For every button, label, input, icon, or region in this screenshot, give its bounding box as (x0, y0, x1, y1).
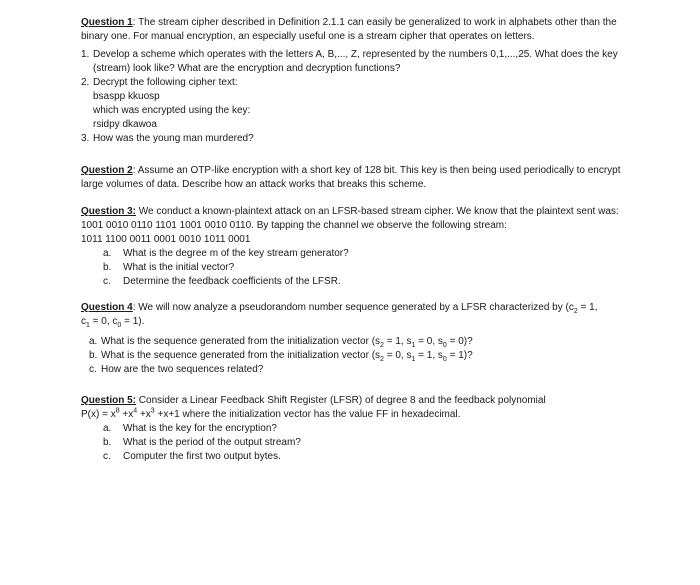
question-5-title: Question 5: (81, 395, 137, 406)
question-1 (81, 16, 641, 146)
key-intro: which was encrypted using the key: (93, 105, 251, 116)
question-1-title: Question 1 (81, 17, 133, 28)
list-item: 3. How was the young man murdered? (81, 133, 254, 144)
observed-stream: 1011 1100 0011 0001 0010 1011 0001 (81, 234, 251, 245)
list-item: 2. Decrypt the following cipher text: (81, 77, 238, 88)
question-3 (81, 205, 641, 289)
cipher-text: bsaspp kkuosp (93, 91, 160, 102)
question-4-intro: Question 4: We will now analyze a pseudorandom number sequence generated by a LFSR characterized by ($c_2 = 1$, $c_1 = 0$, $c_0 = 1$). (81, 302, 598, 329)
list-item: b. What is the sequence generated from the initialization vector ($s_2 = 0$, $s_1 = 1$, $s_0 = 1$)? (89, 350, 473, 363)
list-item: a. What is the degree m of the key stream generator? (103, 248, 349, 259)
question-1-list (81, 48, 641, 146)
list-item: c. Computer the first two output bytes. (103, 451, 281, 462)
list-item: b. What is the period of the output stream? (103, 437, 301, 448)
question-2-text: Question 2: Assume an OTP-like encryption with a short key of 128 bit. This key is then being used periodically to encrypt large volumes of data. Describe how an attack works that breaks this scheme. (81, 165, 621, 190)
question-5-list (81, 422, 641, 464)
key-text: rsidpy dkawoa (93, 119, 157, 130)
question-5 (81, 394, 641, 464)
list-item: c. Determine the feedback coefficients of the LFSR. (103, 276, 341, 287)
question-4 (81, 301, 641, 377)
question-2-title: Question 2 (81, 165, 133, 176)
question-3-title: Question 3: (81, 206, 137, 217)
question-5-intro: Question 5: Consider a Linear Feedback Shift Register (LFSR) of degree 8 and the feedback polynomial $P(x) = x^8 +x^4 +x^3 +x+1$ where the initialization vector has the value FF in hexadecimal. (81, 395, 546, 420)
question-4-title: Question 4 (81, 302, 133, 313)
list-item: 1. Develop a scheme which operates with the letters A, B,..., Z, represented by the numbers 0,1,...,25. What does the key (stream) look like? What are the encryption and decryption functions? (81, 49, 618, 74)
question-3-intro: Question 3: We conduct a known-plaintext attack on an LFSR-based stream cipher. We know that the plaintext sent was: 1001 0010 0110 1101 1001 0010 0110. By tapping the channel we observe the following stream: (81, 206, 619, 231)
list-item: a. What is the key for the encryption? (103, 423, 277, 434)
question-4-list (81, 335, 641, 377)
list-item: a. What is the sequence generated from the initialization vector ($s_2 = 1$, $s_1 = 0$, $s_0 = 0$)? (89, 336, 473, 349)
list-item: c. How are the two sequences related? (89, 364, 264, 375)
question-1-intro: Question 1: The stream cipher described in Definition 2.1.1 can easily be generalized to work in alphabets other than the binary one. For manual encryption, an especially useful one is a stream cipher that operates on letters. (81, 17, 617, 42)
question-2 (81, 164, 641, 192)
question-3-list (81, 247, 641, 289)
list-item: b. What is the initial vector? (103, 262, 235, 273)
